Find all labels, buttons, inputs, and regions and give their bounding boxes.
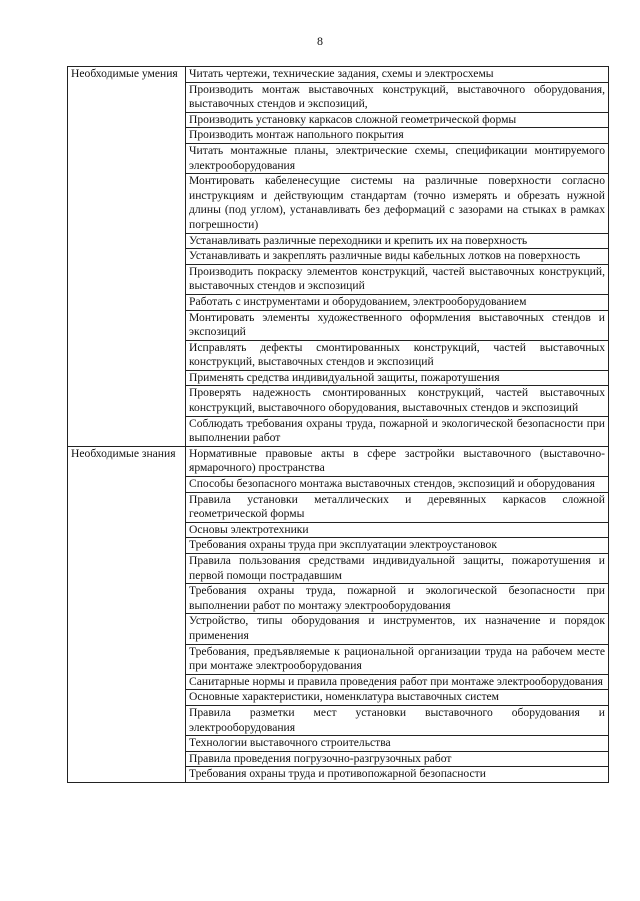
section-label: Необходимые умения [68, 67, 186, 447]
requirement-item: Читать монтажные планы, электрические схемы, спецификации монтируемого электрооборудования [186, 143, 609, 173]
requirement-item: Соблюдать требования охраны труда, пожарной и экологической безопасности при выполнении работ [186, 416, 609, 446]
requirement-item: Правила разметки мест установки выставочного оборудования и электрооборудования [186, 705, 609, 735]
requirement-item: Проверять надежность смонтированных конструкций, частей выставочных конструкций, выставочного оборудования, выставочных стендов и экспозиций [186, 386, 609, 416]
requirement-item: Монтировать элементы художественного оформления выставочных стендов и экспозиций [186, 310, 609, 340]
table-row [68, 67, 609, 83]
requirement-item: Монтировать кабеленесущие системы на различные поверхности согласно инструкциям и действующим стандартам (точно измерять и обрезать нужной длины (под углом), устанавливать без деформаций с зазорами на стыках в рамках погрешности) [186, 174, 609, 233]
requirement-item: Устанавливать различные переходники и крепить их на поверхность [186, 233, 609, 249]
requirement-item: Правила установки металлических и деревянных каркасов сложной геометрической формы [186, 492, 609, 522]
requirement-item: Технологии выставочного строительства [186, 736, 609, 752]
requirement-item: Требования, предъявляемые к рациональной организации труда на рабочем месте при монтаже электрооборудования [186, 644, 609, 674]
requirement-item: Способы безопасного монтажа выставочных стендов, экспозиций и оборудования [186, 477, 609, 493]
requirement-item: Производить установку каркасов сложной геометрической формы [186, 112, 609, 128]
requirement-item: Устанавливать и закреплять различные виды кабельных лотков на поверхность [186, 249, 609, 265]
requirement-item: Требования охраны труда, пожарной и экологической безопасности при выполнении работ по монтажу электрооборудования [186, 584, 609, 614]
requirements-table [67, 66, 609, 783]
requirement-item: Производить покраску элементов конструкций, частей выставочных конструкций, выставочных стендов и экспозиций [186, 264, 609, 294]
requirement-item: Основы электротехники [186, 522, 609, 538]
requirement-item: Требования охраны труда при эксплуатации электроустановок [186, 538, 609, 554]
requirement-item: Правила проведения погрузочно-разгрузочных работ [186, 751, 609, 767]
requirement-item: Основные характеристики, номенклатура выставочных систем [186, 690, 609, 706]
page-number: 8 [317, 34, 323, 48]
requirement-item: Производить монтаж напольного покрытия [186, 128, 609, 144]
requirement-item: Санитарные нормы и правила проведения работ при монтаже электрооборудования [186, 674, 609, 690]
section-label: Необходимые знания [68, 446, 186, 782]
requirement-item: Исправлять дефекты смонтированных конструкций, частей выставочных конструкций, выставочных стендов и экспозиций [186, 340, 609, 370]
requirement-item: Нормативные правовые акты в сфере застройки выставочного (выставочно-ярмарочного) пространства [186, 446, 609, 476]
requirement-item: Правила пользования средствами индивидуальной защиты, пожаротушения и первой помощи пострадавшим [186, 554, 609, 584]
requirement-item: Устройство, типы оборудования и инструментов, их назначение и порядок применения [186, 614, 609, 644]
requirement-item: Производить монтаж выставочных конструкций, выставочного оборудования, выставочных стендов и экспозиций, [186, 82, 609, 112]
table-row [68, 446, 609, 476]
requirement-item: Читать чертежи, технические задания, схемы и электросхемы [186, 67, 609, 83]
requirement-item: Работать с инструментами и оборудованием, электрооборудованием [186, 294, 609, 310]
requirement-item: Требования охраны труда и противопожарной безопасности [186, 767, 609, 783]
requirement-item: Применять средства индивидуальной защиты, пожаротушения [186, 370, 609, 386]
